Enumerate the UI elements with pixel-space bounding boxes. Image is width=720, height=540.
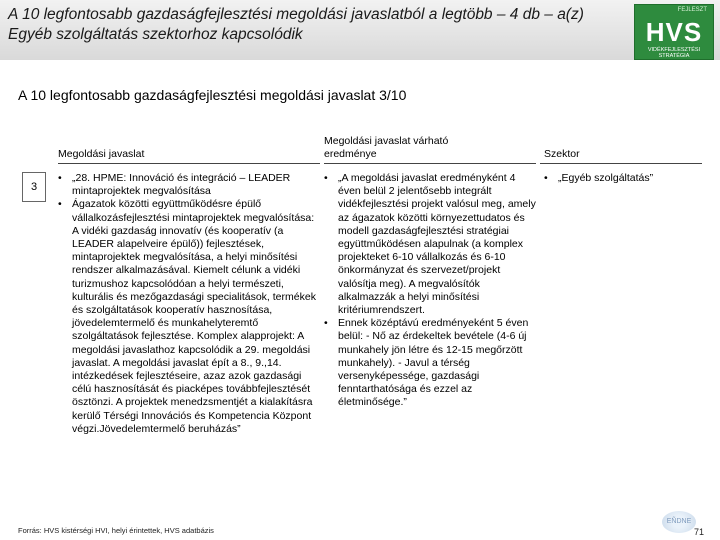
logo-sub-text: VIDÉKFEJLESZTÉSI STRATÉGIA xyxy=(647,47,701,59)
section-subtitle: A 10 legfontosabb gazdaságfejlesztési megoldási javaslat 3/10 xyxy=(18,87,407,103)
watermark-badge: EÑDNE xyxy=(662,511,696,533)
column-divider-3 xyxy=(540,163,702,164)
column-divider-1 xyxy=(58,163,320,164)
result-item: • „A megoldási javaslat eredményként 4 éven belül 2 jelentősebb integrált vidékfejlesztési projekt valósul meg, amely az ágazatok közötti környezettudatos és modell gazdaságfejlesztési stratégiai együttműködésen alapulnak (a komplex projekteket 6-10 vállalkozás és 6-10 önkormányzat és szervezet/projekt valósítja meg). A megvalósítók alkalmazzák a helyi minősítési kritériumrendszert. xyxy=(322,172,538,317)
column-header-proposal: Megoldási javaslat xyxy=(58,148,145,160)
slide-title: A 10 legfontosabb gazdaságfejlesztési megoldási javaslatból a legtöbb – 4 db – a(z) Egyéb szolgáltatás szektorhoz kapcsolódik xyxy=(8,6,584,43)
page-number: 71 xyxy=(694,527,705,537)
logo-main-text: HVS xyxy=(645,17,703,47)
row-number: 3 xyxy=(22,172,46,202)
proposal-item: • Ágazatok közötti együttműködésre épülő vállalkozásfejlesztési mintaprojektek megvalósítása: A vidéki gazdaság innovatív (és kooperatív (a LEADER alapelveire épülő)) fejlesztések, mintaprojektek megvalósítása, a helyi minősítési rendszer alkalmazásával. Kiemelt célunk a vidéki turizmushoz kapcsolódóan a helyi természeti, kulturális és mezőgazdasági specialitások, termékek és szolgáltatások kooperatív hasznosítása, jövedelemtermelő és munkahelyteremtő szolgáltatások fejlesztése. Komplex alapprojekt: A megoldási javaslathoz kapcsolódik a 29. megoldási javaslat. A megoldási javaslat épít a 8., 9.,14. intézkedések fejlesztéseire, azaz azok gazdasági célú hasznosítását és piacképes továbbfejlesztését ösztönzi. A projektek menedzsmentjét a kialakításra kerülő Térségi Innovációs és Kompetencia Központ végzi.Jövedelemtermelő beruházás” xyxy=(56,198,320,436)
column-header-result: Megoldási javaslat várható eredménye xyxy=(324,135,449,160)
sector-item: • „Egyéb szolgáltatás” xyxy=(542,172,712,185)
result-list xyxy=(322,172,538,410)
column-divider-2 xyxy=(324,163,536,164)
logo-top-text: FEJLESZT xyxy=(677,7,707,13)
header-bar xyxy=(0,0,720,60)
proposal-list xyxy=(56,172,320,436)
column-header-sector: Szektor xyxy=(544,148,580,160)
proposal-item: • „28. HPME: Innováció és integráció – LEADER mintaprojektek megvalósítása xyxy=(56,172,320,198)
result-item: • Ennek középtávú eredményeként 5 éven belül: - Nő az érdekeltek bevétele (4-6 új munkahely jön létre és 12-15 megőrzött munkahely). - Javul a térség versenyképessége, gazdasági fenntarthatósága és ezzel az életminősége.” xyxy=(322,317,538,409)
source-note: Forrás: HVS kistérségi HVI, helyi érintettek, HVS adatbázis xyxy=(18,526,214,535)
hvs-logo xyxy=(634,4,714,60)
sector-list xyxy=(542,172,712,185)
